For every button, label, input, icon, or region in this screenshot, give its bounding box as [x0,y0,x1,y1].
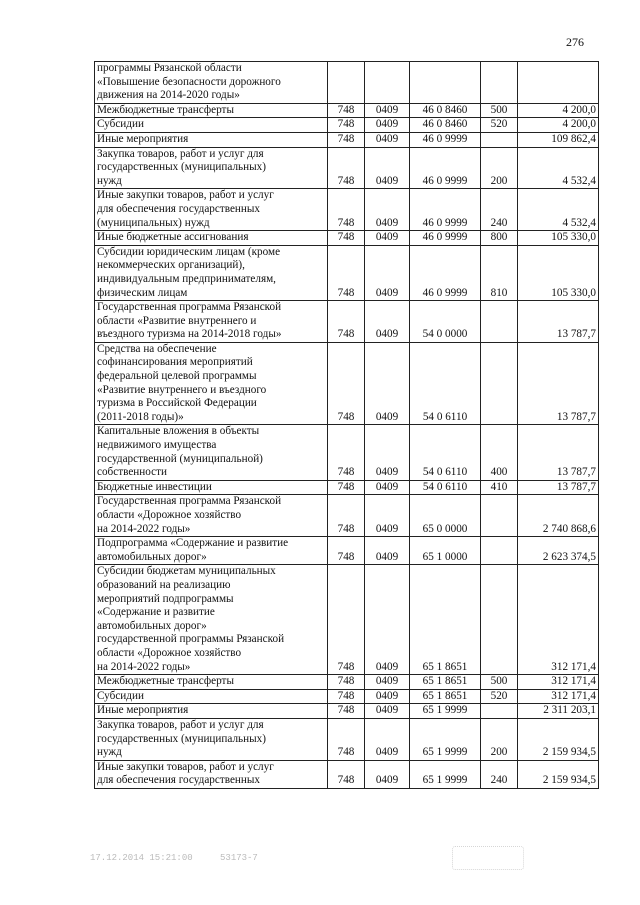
target-article-code-cell: 65 1 9999 [410,704,481,719]
page-number: 276 [566,35,584,49]
target-article-code-cell: 65 1 9999 [410,760,481,788]
target-article-code-cell: 65 1 8651 [410,689,481,704]
dept-code-cell: 748 [328,689,365,704]
table-row [95,301,599,343]
target-article-code-cell: 46 0 9999 [410,189,481,231]
item-name-cell: Подпрограмма «Содержание и развитие автомобильных дорог» [95,537,328,565]
page-footer [90,853,280,863]
footer-doc-code: 53173-7 [220,853,258,863]
table-row [95,480,599,495]
table-row [95,760,599,788]
table-row [95,245,599,300]
amount-cell: 13 787,7 [518,480,599,495]
item-name-cell: Субсидии [95,689,328,704]
expense-type-code-cell [481,342,518,425]
target-article-code-cell [410,62,481,104]
item-name-cell: Межбюджетные трансферты [95,675,328,690]
item-name-cell: Государственная программа Рязанской области «Развитие внутреннего и въездного туризма на 2014-2018 годы» [95,301,328,343]
item-name-cell: Капитальные вложения в объекты недвижимого имущества государственной (муниципальной) собственности [95,425,328,480]
amount-cell: 2 159 934,5 [518,760,599,788]
budget-table [94,61,599,789]
amount-cell: 4 200,0 [518,103,599,118]
item-name-cell: Закупка товаров, работ и услуг для государственных (муниципальных) нужд [95,147,328,189]
table-row [95,689,599,704]
section-code-cell: 0409 [365,675,410,690]
dept-code-cell: 748 [328,189,365,231]
item-name-cell: Межбюджетные трансферты [95,103,328,118]
expense-type-code-cell: 200 [481,147,518,189]
item-name-cell: Средства на обеспечение софинансирования мероприятий федеральной целевой программы «Развитие внутреннего и въездного туризма в Российской Федерации (2011-2018 годы)» [95,342,328,425]
amount-cell: 4 200,0 [518,118,599,133]
section-code-cell: 0409 [365,495,410,537]
table-row [95,718,599,760]
section-code-cell: 0409 [365,718,410,760]
footer-timestamp: 17.12.2014 15:21:00 [90,853,193,863]
target-article-code-cell: 65 0 0000 [410,495,481,537]
table-row [95,103,599,118]
section-code-cell: 0409 [365,704,410,719]
amount-cell: 105 330,0 [518,231,599,246]
expense-type-code-cell: 240 [481,760,518,788]
amount-cell: 2 311 203,1 [518,704,599,719]
expense-type-code-cell: 400 [481,425,518,480]
item-name-cell: Субсидии бюджетам муниципальных образований на реализацию мероприятий подпрограммы «Содержание и развитие автомобильных дорог» государственной программы Рязанской области «Дорожное хозяйство на 2014-2022 годы» [95,565,328,675]
table-row [95,132,599,147]
dept-code-cell: 748 [328,425,365,480]
expense-type-code-cell [481,132,518,147]
section-code-cell: 0409 [365,118,410,133]
expense-type-code-cell [481,704,518,719]
section-code-cell: 0409 [365,760,410,788]
amount-cell: 109 862,4 [518,132,599,147]
item-name-cell: Бюджетные инвестиции [95,480,328,495]
target-article-code-cell: 54 0 0000 [410,301,481,343]
amount-cell: 2 159 934,5 [518,718,599,760]
target-article-code-cell: 54 0 6110 [410,425,481,480]
table-row [95,342,599,425]
target-article-code-cell: 46 0 9999 [410,132,481,147]
table-row [95,565,599,675]
table-row [95,537,599,565]
expense-type-code-cell: 810 [481,245,518,300]
section-code-cell: 0409 [365,231,410,246]
dept-code-cell: 748 [328,495,365,537]
amount-cell: 13 787,7 [518,425,599,480]
section-code-cell: 0409 [365,132,410,147]
amount-cell: 2 623 374,5 [518,537,599,565]
expense-type-code-cell: 520 [481,689,518,704]
target-article-code-cell: 54 0 6110 [410,342,481,425]
section-code-cell: 0409 [365,301,410,343]
item-name-cell: Субсидии юридическим лицам (кроме некоммерческих организаций), индивидуальным предпринимателям, физическим лицам [95,245,328,300]
section-code-cell: 0409 [365,480,410,495]
amount-cell: 312 171,4 [518,565,599,675]
expense-type-code-cell: 520 [481,118,518,133]
dept-code-cell: 748 [328,118,365,133]
dept-code-cell: 748 [328,342,365,425]
faint-stamp [452,846,524,870]
dept-code-cell [328,62,365,104]
amount-cell: 312 171,4 [518,689,599,704]
expense-type-code-cell [481,537,518,565]
dept-code-cell: 748 [328,675,365,690]
target-article-code-cell: 46 0 9999 [410,231,481,246]
item-name-cell: Иные закупки товаров, работ и услуг для обеспечения государственных (муниципальных) нужд [95,189,328,231]
section-code-cell: 0409 [365,565,410,675]
section-code-cell: 0409 [365,103,410,118]
dept-code-cell: 748 [328,147,365,189]
target-article-code-cell: 46 0 8460 [410,118,481,133]
item-name-cell: Иные закупки товаров, работ и услуг для обеспечения государственных [95,760,328,788]
item-name-cell: Иные бюджетные ассигнования [95,231,328,246]
expense-type-code-cell: 800 [481,231,518,246]
amount-cell: 13 787,7 [518,342,599,425]
dept-code-cell: 748 [328,245,365,300]
amount-cell: 2 740 868,6 [518,495,599,537]
item-name-cell: Иные мероприятия [95,704,328,719]
item-name-cell: Закупка товаров, работ и услуг для государственных (муниципальных) нужд [95,718,328,760]
table-row [95,118,599,133]
item-name-cell: Государственная программа Рязанской области «Дорожное хозяйство на 2014-2022 годы» [95,495,328,537]
target-article-code-cell: 65 1 8651 [410,675,481,690]
target-article-code-cell: 65 1 0000 [410,537,481,565]
expense-type-code-cell [481,62,518,104]
expense-type-code-cell [481,565,518,675]
item-name-cell: Субсидии [95,118,328,133]
dept-code-cell: 748 [328,565,365,675]
section-code-cell: 0409 [365,245,410,300]
dept-code-cell: 748 [328,132,365,147]
expense-type-code-cell [481,495,518,537]
expense-type-code-cell: 410 [481,480,518,495]
amount-cell [518,62,599,104]
target-article-code-cell: 46 0 8460 [410,103,481,118]
dept-code-cell: 748 [328,301,365,343]
table-row [95,147,599,189]
section-code-cell [365,62,410,104]
dept-code-cell: 748 [328,704,365,719]
dept-code-cell: 748 [328,231,365,246]
expense-type-code-cell: 500 [481,675,518,690]
dept-code-cell: 748 [328,537,365,565]
item-name-cell: Иные мероприятия [95,132,328,147]
dept-code-cell: 748 [328,480,365,495]
amount-cell: 13 787,7 [518,301,599,343]
target-article-code-cell: 46 0 9999 [410,147,481,189]
budget-table-body [95,62,599,789]
amount-cell: 105 330,0 [518,245,599,300]
expense-type-code-cell [481,301,518,343]
section-code-cell: 0409 [365,147,410,189]
table-row [95,62,599,104]
table-row [95,231,599,246]
section-code-cell: 0409 [365,537,410,565]
dept-code-cell: 748 [328,103,365,118]
section-code-cell: 0409 [365,689,410,704]
expense-type-code-cell: 500 [481,103,518,118]
table-row [95,495,599,537]
amount-cell: 4 532,4 [518,189,599,231]
amount-cell: 312 171,4 [518,675,599,690]
table-row [95,189,599,231]
amount-cell: 4 532,4 [518,147,599,189]
section-code-cell: 0409 [365,342,410,425]
table-row [95,425,599,480]
target-article-code-cell: 54 0 6110 [410,480,481,495]
dept-code-cell: 748 [328,760,365,788]
expense-type-code-cell: 240 [481,189,518,231]
table-row [95,704,599,719]
table-row [95,675,599,690]
dept-code-cell: 748 [328,718,365,760]
item-name-cell: программы Рязанской области «Повышение безопасности дорожного движения на 2014-2020 годы» [95,62,328,104]
section-code-cell: 0409 [365,189,410,231]
target-article-code-cell: 46 0 9999 [410,245,481,300]
section-code-cell: 0409 [365,425,410,480]
expense-type-code-cell: 200 [481,718,518,760]
target-article-code-cell: 65 1 8651 [410,565,481,675]
target-article-code-cell: 65 1 9999 [410,718,481,760]
